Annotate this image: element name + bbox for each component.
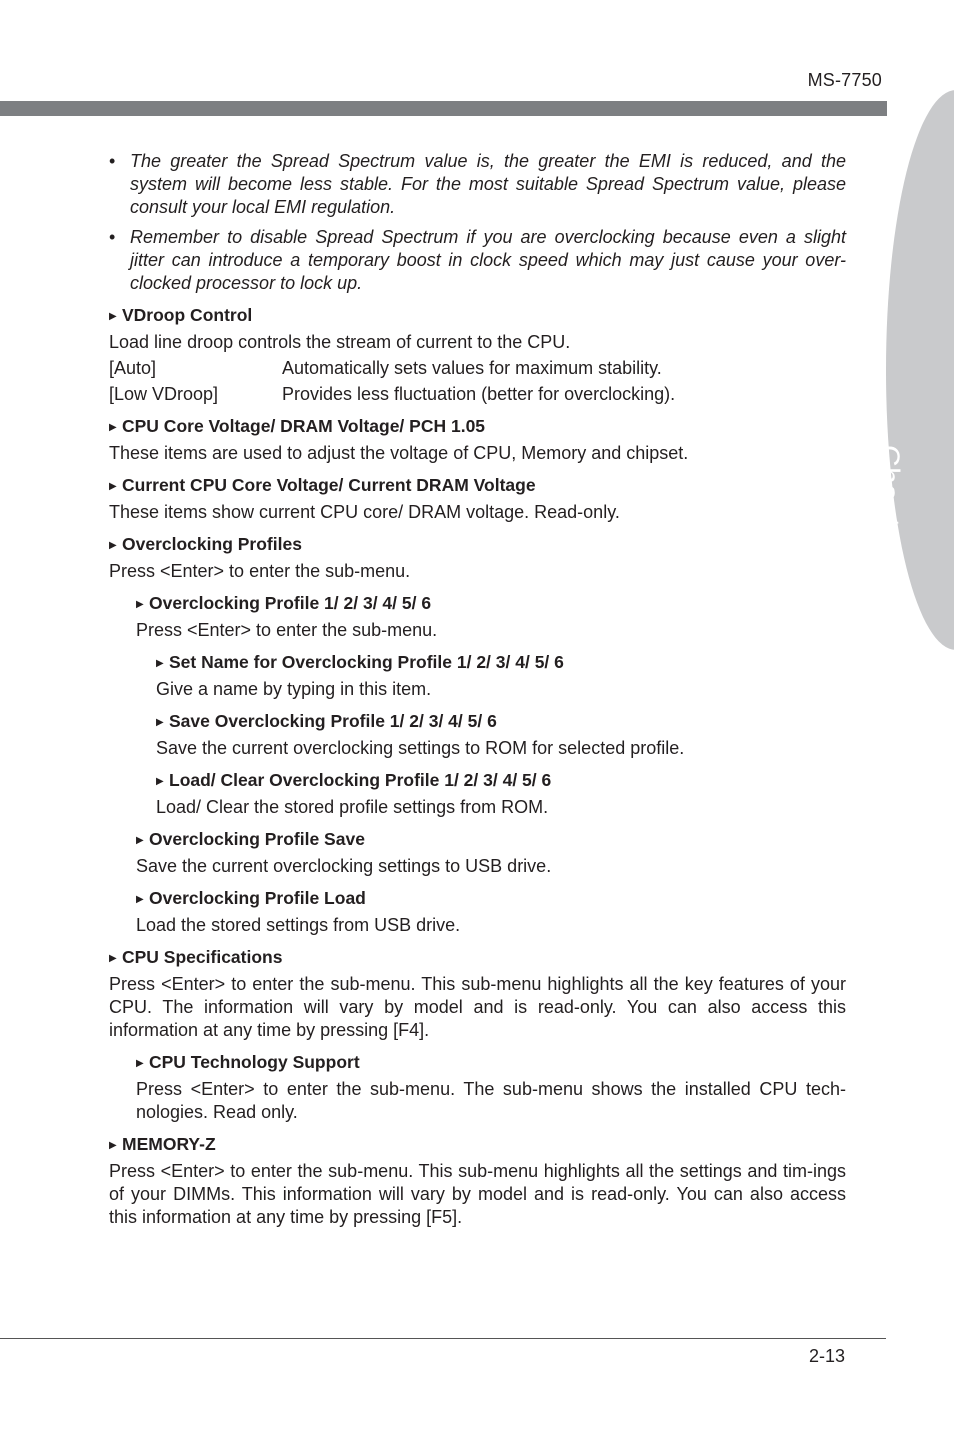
arrow-icon: ▶: [109, 311, 117, 322]
section-description: Press <Enter> to enter the sub-menu. This sub-menu highlights all the key features of your CPU. The information will vary by model and is read-only. You can also access this information at any time by pressing [F4].: [109, 974, 846, 1040]
footer-rule: [0, 1338, 886, 1339]
heading-text: CPU Technology Support: [149, 1052, 360, 1072]
arrow-icon: ▶: [109, 1140, 117, 1151]
arrow-icon: ▶: [109, 540, 117, 551]
note-text: The greater the Spread Spectrum value is, the greater the EMI is reduced, and the system will become less stable. For the most suitable Spread Spectrum value, please consult your local EMI regulation.: [130, 151, 846, 217]
section-heading-load-clear: [156, 769, 846, 793]
arrow-icon: ▶: [109, 481, 117, 492]
heading-text: Current CPU Core Voltage/ Current DRAM Voltage: [122, 475, 536, 495]
arrow-icon: ▶: [136, 835, 144, 846]
model-number: MS-7750: [807, 70, 882, 90]
heading-text: Set Name for Overclocking Profile 1/ 2/ 3/ 4/ 5/ 6: [169, 652, 564, 672]
heading-text: CPU Specifications: [122, 947, 283, 967]
heading-text: CPU Core Voltage/ DRAM Voltage/ PCH 1.05: [122, 416, 486, 436]
heading-text: Overclocking Profile Save: [149, 829, 365, 849]
heading-text: Save Overclocking Profile 1/ 2/ 3/ 4/ 5/ 6: [169, 711, 497, 731]
bullet: •: [109, 227, 116, 247]
option-value: Provides less fluctuation (better for overclocking).: [282, 384, 676, 404]
heading-text: Overclocking Profiles: [122, 534, 302, 554]
arrow-icon: ▶: [136, 894, 144, 905]
chapter-tab-text: Chapter 2: [872, 445, 905, 582]
arrow-icon: ▶: [136, 599, 144, 610]
heading-text: VDroop Control: [122, 305, 253, 325]
arrow-icon: ▶: [156, 717, 164, 728]
section-description: Load/ Clear the stored profile settings from ROM.: [156, 797, 549, 817]
arrow-icon: ▶: [156, 658, 164, 669]
section-description: Save the current overclocking settings to ROM for selected profile.: [156, 738, 685, 758]
note-text: Remember to disable Spread Spectrum if you are overclocking because even a slight jitter can introduce a temporary boost in clock speed which may just cause your over-clocked processor to lock up.: [130, 227, 846, 293]
note-item: [109, 150, 846, 219]
section-description: Save the current overclocking settings to USB drive.: [136, 856, 552, 876]
option-value: Automatically sets values for maximum stability.: [282, 358, 662, 378]
section-heading-set-name: [156, 651, 846, 675]
section-heading-oc-profile-n: [136, 592, 846, 616]
heading-text: Load/ Clear Overclocking Profile 1/ 2/ 3/ 4/ 5/ 6: [169, 770, 552, 790]
section-description: Give a name by typing in this item.: [156, 679, 432, 699]
section-description: Press <Enter> to enter the sub-menu. This sub-menu highlights all the settings and tim-ings of your DIMMs. This information will vary by model and is read-only. You can also access this information at any time by pressing [F5].: [109, 1161, 846, 1227]
note-item: [109, 226, 846, 295]
section-heading-profile-save: [136, 828, 846, 852]
section-heading-profile-load: [136, 887, 846, 911]
section-description: Press <Enter> to enter the sub-menu. The sub-menu shows the installed CPU tech-nologies. Read only.: [136, 1079, 846, 1122]
option-key: [Low VDroop]: [109, 384, 219, 404]
header-bar: [0, 101, 887, 116]
section-heading-current-voltage: [109, 474, 846, 498]
section-heading-cpu-tech: [136, 1051, 846, 1075]
section-description: These items are used to adjust the voltage of CPU, Memory and chipset.: [109, 443, 689, 463]
bullet: •: [109, 151, 116, 171]
option-row: [109, 383, 846, 406]
option-row: [109, 357, 846, 380]
heading-text: Overclocking Profile 1/ 2/ 3/ 4/ 5/ 6: [149, 593, 432, 613]
arrow-icon: ▶: [109, 953, 117, 964]
section-description: Press <Enter> to enter the sub-menu.: [136, 620, 438, 640]
arrow-icon: ▶: [109, 422, 117, 433]
chapter-tab-label: [872, 445, 945, 645]
section-description: Load line droop controls the stream of current to the CPU.: [109, 332, 571, 352]
page-content: [109, 150, 846, 1229]
section-heading-save-profile: [156, 710, 846, 734]
section-heading-voltage: [109, 415, 846, 439]
arrow-icon: ▶: [136, 1058, 144, 1069]
section-heading-cpu-spec: [109, 946, 846, 970]
section-heading-vdroop: [109, 304, 846, 328]
option-key: [Auto]: [109, 358, 157, 378]
section-heading-oc-profiles: [109, 533, 846, 557]
arrow-icon: ▶: [156, 776, 164, 787]
section-description: Load the stored settings from USB drive.: [136, 915, 461, 935]
heading-text: MEMORY-Z: [122, 1134, 216, 1154]
section-description: These items show current CPU core/ DRAM voltage. Read-only.: [109, 502, 620, 522]
section-heading-memory-z: [109, 1133, 846, 1157]
page-number: 2-13: [808, 1346, 845, 1366]
section-description: Press <Enter> to enter the sub-menu.: [109, 561, 411, 581]
heading-text: Overclocking Profile Load: [149, 888, 366, 908]
